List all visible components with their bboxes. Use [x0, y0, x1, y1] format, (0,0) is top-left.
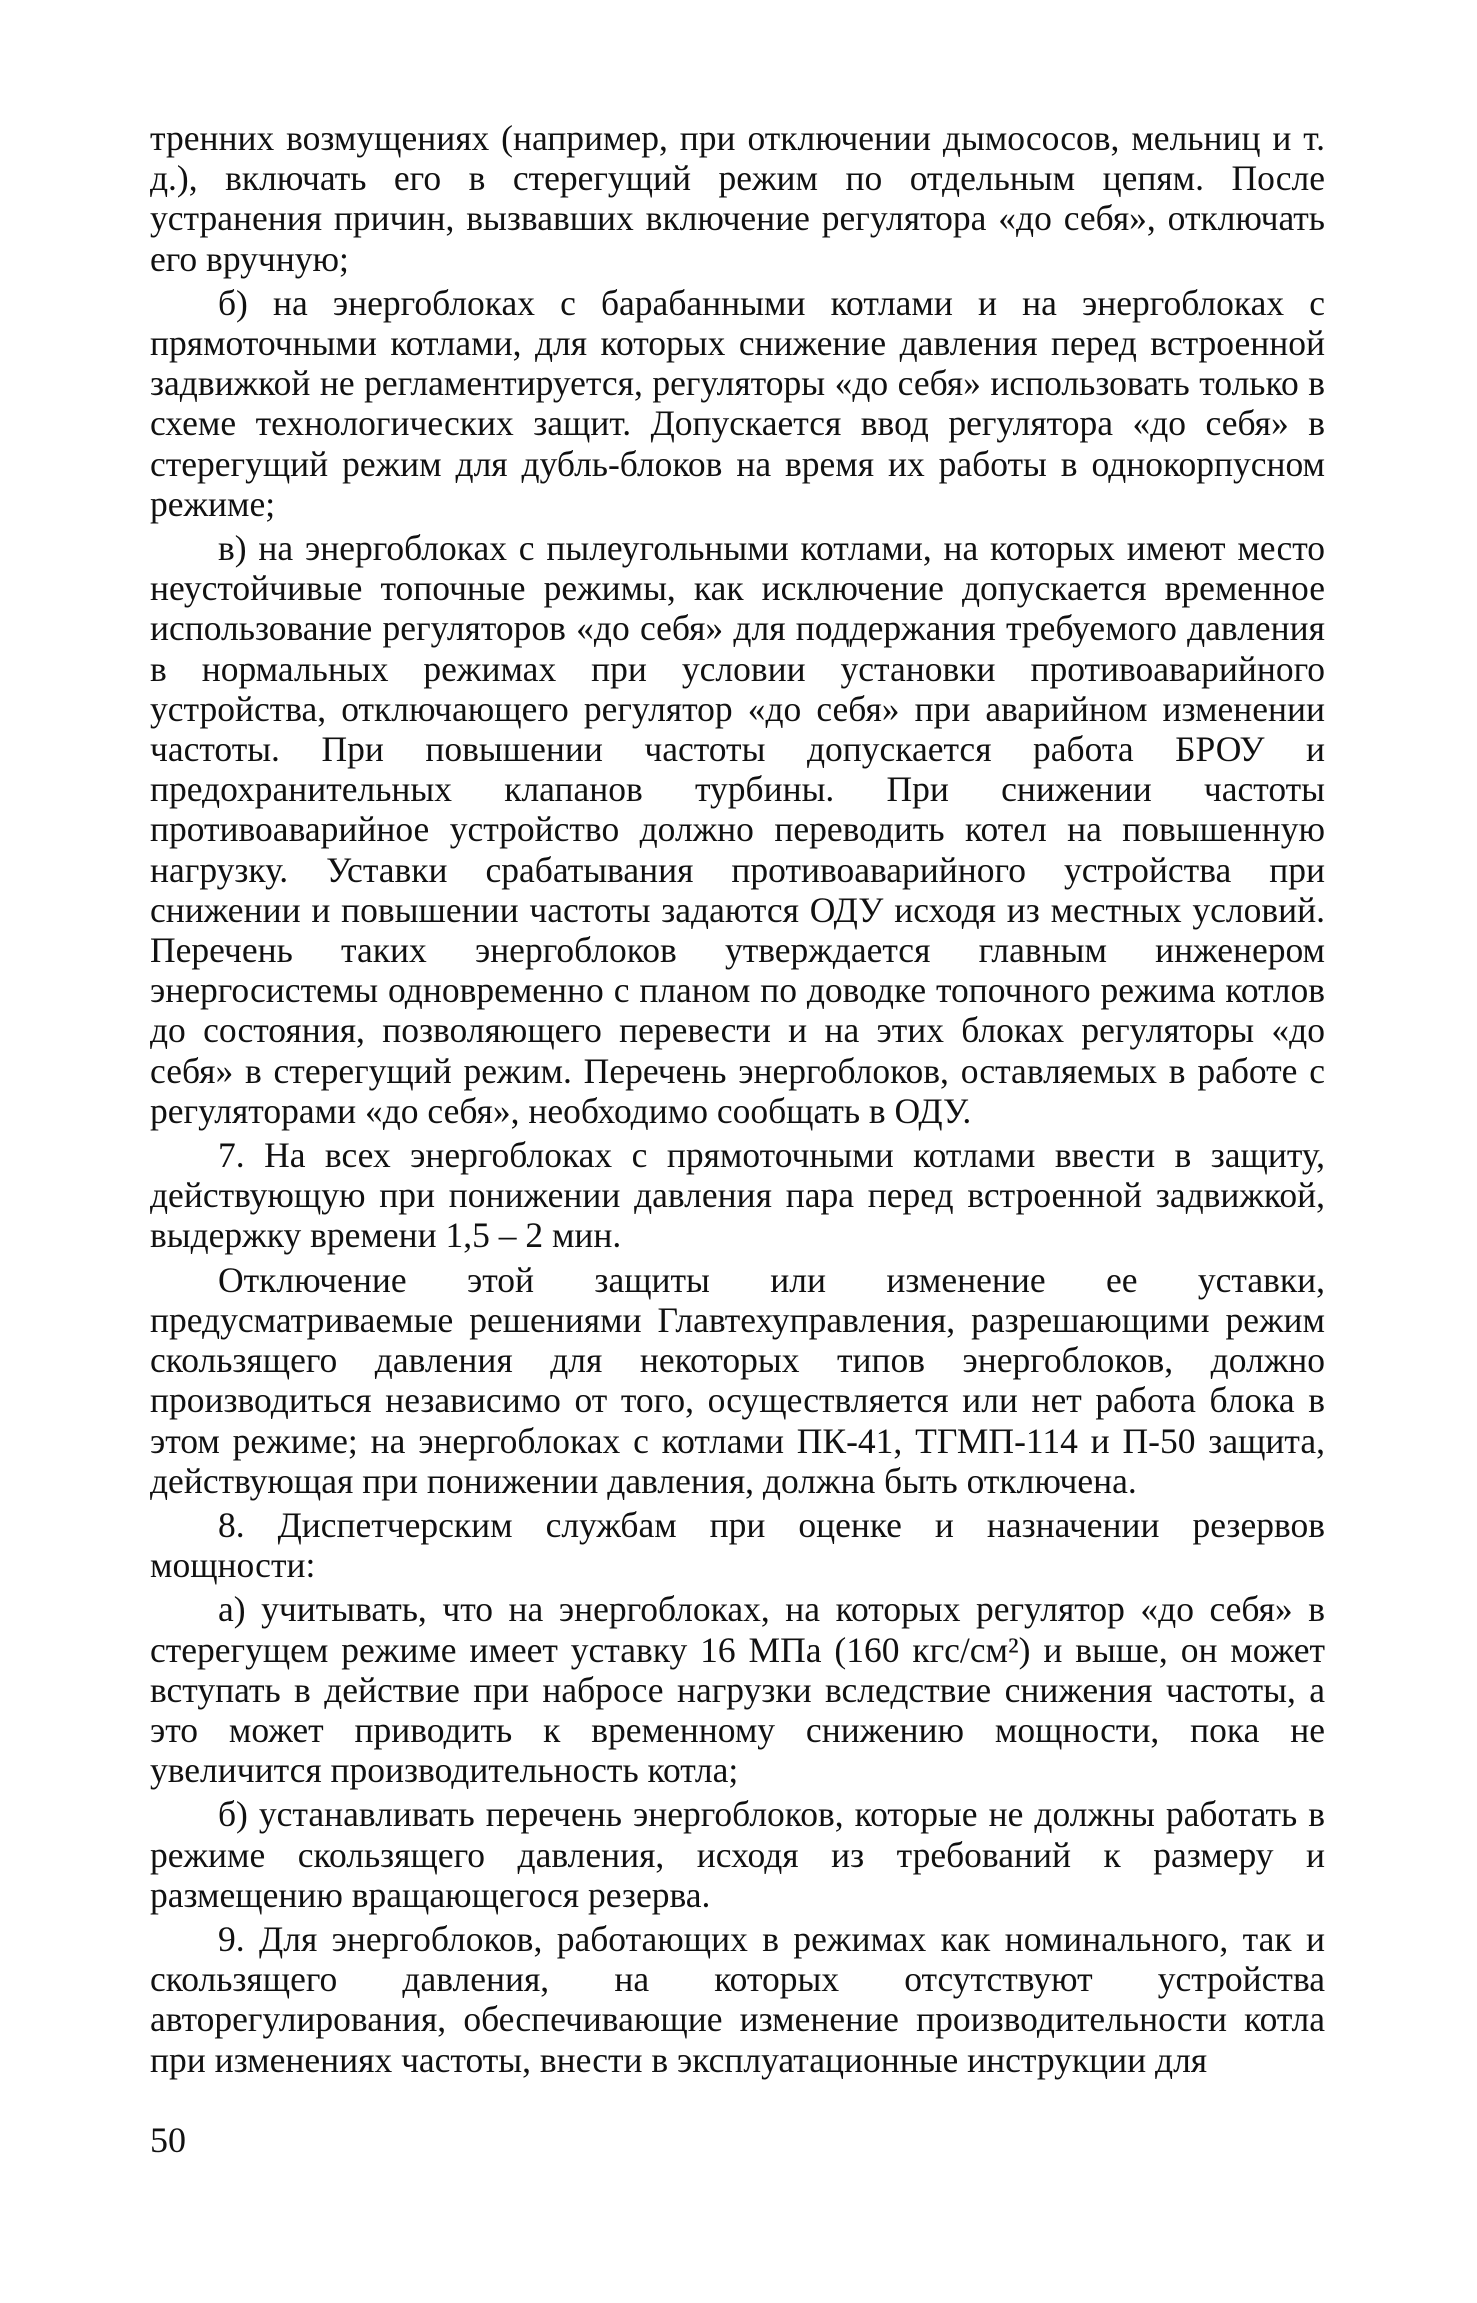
paragraph-section-9: 9. Для энергоблоков, работающих в режимах как номинального, так и скользящего давления, на которых отсутствуют устройства авторегулирования, обеспечивающие изменение производительности котла при изменениях частоты, внести в эксплуатационные инструкции для [150, 1918, 1325, 2080]
page-number: 50 [150, 2120, 186, 2160]
paragraph-item-v: в) на энергоблоках с пылеугольными котлами, на которых имеют место неустойчивые топочные режимы, как исключение допускается временное использование регуляторов «до себя» для поддержания требуемого давления в нормальных режимах при условии установки противоаварийного устройства, отключающего регулятор «до себя» при аварийном изменении частоты. При повышении частоты допускается работа БРОУ и предохранительных клапанов турбины. При снижении частоты противоаварийное устройство должно переводить котел на повышенную нагрузку. Уставки срабатывания противоаварийного устройства при снижении и повышении частоты задаются ОДУ исходя из местных условий. Перечень таких энергоблоков утверждается главным инженером энергосистемы одновременно с планом по доводке топочного режима котлов до состояния, позволяющего перевести и на этих блоках регуляторы «до себя» в стерегущий режим. Перечень энергоблоков, оставляемых в работе с регуляторами «до себя», необходимо сообщать в ОДУ. [150, 528, 1325, 1131]
paragraph-section-8-item-a: а) учитывать, что на энергоблоках, на которых регулятор «до себя» в стерегущем режиме имеет уставку 16 МПа (160 кгс/см²) и выше, он может вступать в действие при набросе нагрузки вследствие снижения частоты, а это может приводить к временному снижению мощности, пока не увеличится производительность котла; [150, 1589, 1325, 1791]
document-body [150, 118, 1325, 2080]
paragraph-section-7-note: Отключение этой защиты или изменение ее уставки, предусматриваемые решениями Главтехуправления, разрешающими режим скользящего давления для некоторых типов энергоблоков, должно производиться независимо от того, осуществляется или нет работа блока в этом режиме; на энергоблоках с котлами ПК-41, ТГМП-114 и П-50 защита, действующая при понижении давления, должна быть отключена. [150, 1259, 1325, 1501]
paragraph-section-8: 8. Диспетчерским службам при оценке и назначении резервов мощности: [150, 1504, 1325, 1586]
paragraph-section-8-item-b: б) устанавливать перечень энергоблоков, которые не должны работать в режиме скользящего давления, исходя из требований к размеру и размещению вращающегося резерва. [150, 1794, 1325, 1915]
paragraph-section-7: 7. На всех энергоблоках с прямоточными котлами ввести в защиту, действующую при понижении давления пара перед встроенной задвижкой, выдержку времени 1,5 – 2 мин. [150, 1135, 1325, 1256]
paragraph-item-b: б) на энергоблоках с барабанными котлами и на энергоблоках с прямоточными котлами, для которых снижение давления перед встроенной задвижкой не регламентируется, регуляторы «до себя» использовать только в схеме технологических защит. Допускается ввод регулятора «до себя» в стерегущий режим для дубль-блоков на время их работы в однокорпусном режиме; [150, 282, 1325, 524]
paragraph-continuation: тренних возмущениях (например, при отключении дымососов, мельниц и т. д.), включать его в стерегущий режим по отдельным цепям. После устранения причин, вызвавших включение регулятора «до себя», отключать его вручную; [150, 118, 1325, 279]
